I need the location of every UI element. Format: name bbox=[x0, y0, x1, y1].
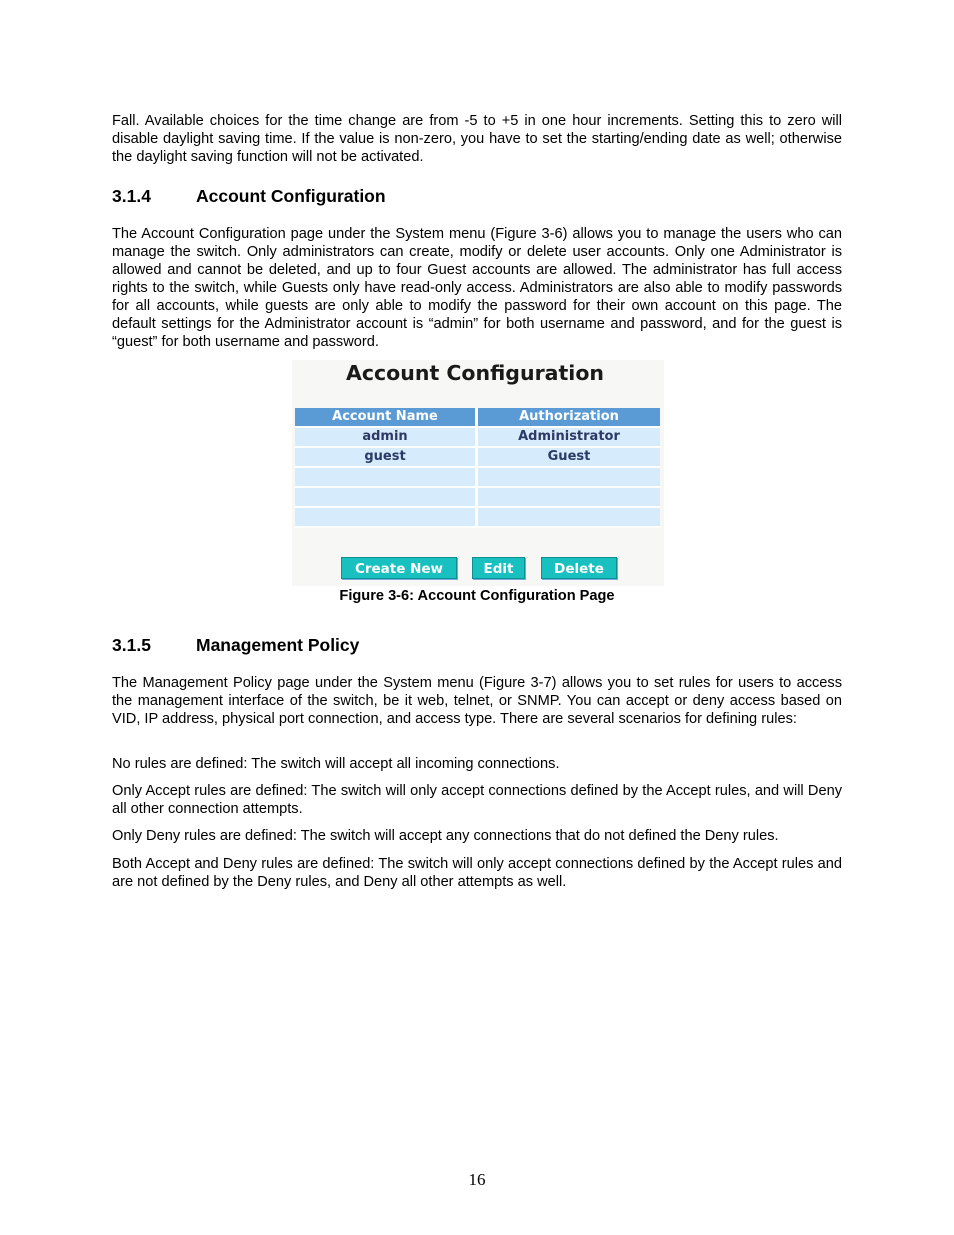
management-policy-paragraph: The Management Policy page under the System menu (Figure 3-7) allows you to set rules for users to access the management interface of the switch, be it web, telnet, or SNMP. You can accept or deny access based on VID, IP address, physical port connection, and access type. There are several scenarios for defining rules: bbox=[112, 675, 842, 727]
account-name-cell bbox=[295, 508, 478, 528]
account-name-cell: admin bbox=[295, 428, 478, 448]
scenario-paragraph: Only Deny rules are defined: The switch will accept any connections that do not defined the Deny rules. bbox=[112, 828, 779, 844]
account-table bbox=[295, 408, 660, 528]
table-row[interactable] bbox=[295, 448, 660, 468]
authorization-cell bbox=[478, 468, 660, 488]
authorization-cell bbox=[478, 508, 660, 528]
table-row[interactable] bbox=[295, 468, 660, 488]
scenario-paragraph: Both Accept and Deny rules are defined: The switch will only accept connections defined by the Accept rules and are not defined by the Deny rules, and Deny all other attempts as well. bbox=[112, 856, 842, 890]
section-number: 3.1.5 bbox=[112, 635, 151, 655]
table-header-row bbox=[295, 408, 660, 428]
section-number: 3.1.4 bbox=[112, 186, 151, 206]
account-configuration-paragraph: The Account Configuration page under the System menu (Figure 3-6) allows you to manage the users who can manage the switch. Only administrators can create, modify or delete user accounts. Only one Administrator is allowed and cannot be deleted, and up to four Guest accounts are allowed. The administrator has full access rights to the switch, while Guests only have read-only access. Administrators are also able to modify passwords for all accounts, while guests are only able to modify the password for their own account on this page. The default settings for the Administrator account is “admin” for both username and password, and for the guest is “guest” for both username and password. bbox=[112, 226, 842, 350]
scenario-paragraph: No rules are defined: The switch will accept all incoming connections. bbox=[112, 756, 560, 772]
account-name-cell bbox=[295, 468, 478, 488]
create-new-button[interactable]: Create New bbox=[341, 557, 457, 579]
account-name-cell bbox=[295, 488, 478, 508]
figure-page-title: Account Configuration bbox=[346, 361, 605, 385]
authorization-cell: Administrator bbox=[478, 428, 660, 448]
scenario-paragraph: Only Accept rules are defined: The switch will only accept connections defined by the Accept rules, and will Deny all other connection attempts. bbox=[112, 783, 842, 817]
section-heading-account-configuration bbox=[112, 186, 386, 206]
table-row[interactable] bbox=[295, 508, 660, 528]
authorization-cell bbox=[478, 488, 660, 508]
section-heading-management-policy bbox=[112, 635, 359, 655]
section-title: Management Policy bbox=[196, 635, 360, 655]
column-header-account-name: Account Name bbox=[295, 408, 478, 428]
column-header-authorization: Authorization bbox=[478, 408, 660, 428]
edit-button[interactable]: Edit bbox=[472, 557, 525, 579]
delete-button[interactable]: Delete bbox=[541, 557, 617, 579]
account-name-cell: guest bbox=[295, 448, 478, 468]
section-title: Account Configuration bbox=[196, 186, 386, 206]
intro-paragraph: Fall. Available choices for the time change are from -5 to +5 in one hour increments. Setting this to zero will disable daylight saving time. If the value is non-zero, you have to set the starting/ending date as well; otherwise the daylight saving function will not be activated. bbox=[112, 113, 842, 165]
account-configuration-screenshot bbox=[292, 360, 664, 586]
authorization-cell: Guest bbox=[478, 448, 660, 468]
table-row[interactable] bbox=[295, 488, 660, 508]
page-number: 16 bbox=[468, 1170, 486, 1189]
figure-caption: Figure 3-6: Account Configuration Page bbox=[339, 588, 615, 604]
table-row[interactable] bbox=[295, 428, 660, 448]
